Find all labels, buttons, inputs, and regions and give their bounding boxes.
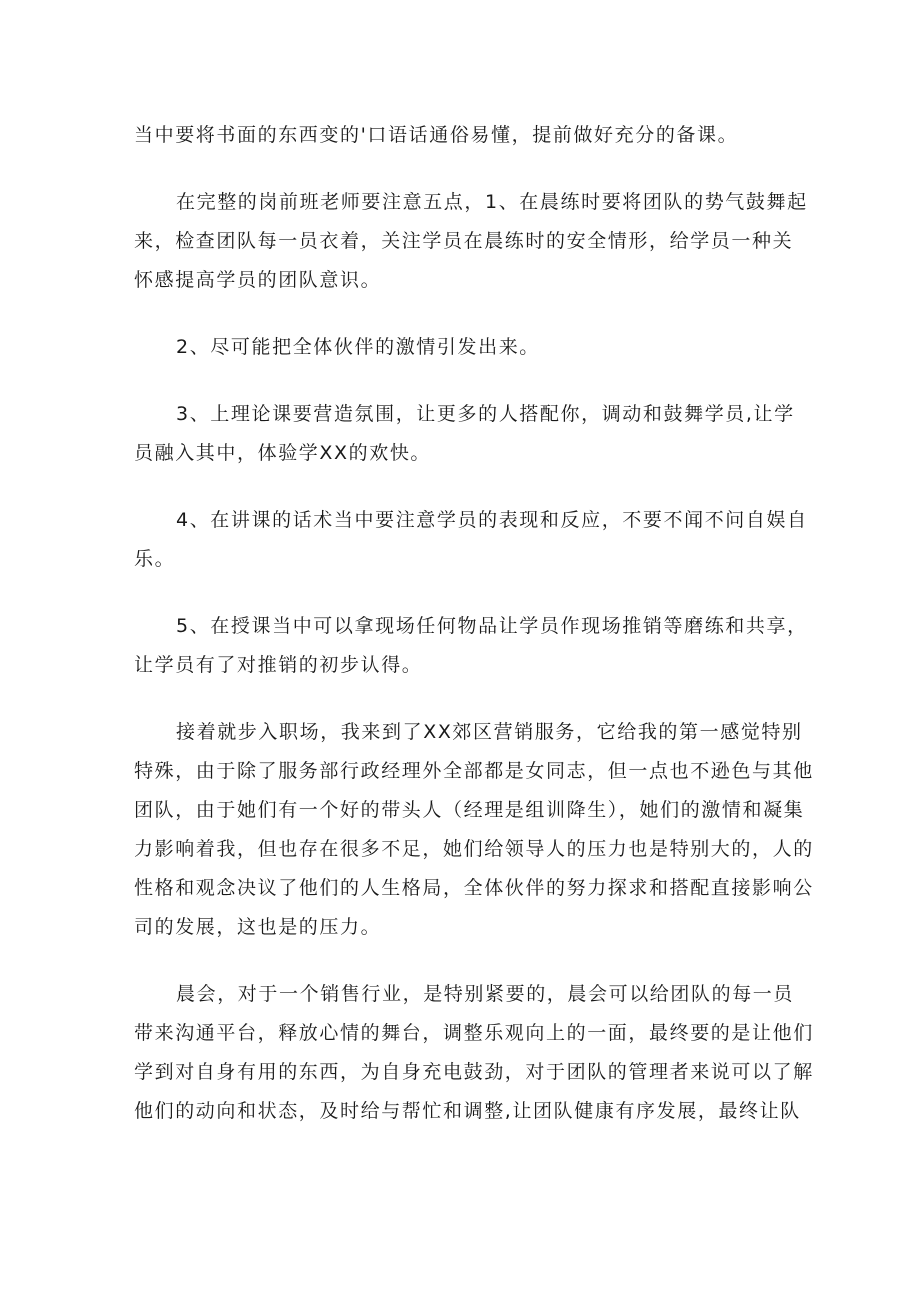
text-line: 特殊，由于除了服务部行政经理外全部都是女同志，但一点也不逊色与其他 — [134, 760, 814, 782]
paragraph-8 — [134, 975, 814, 1131]
document-body — [134, 116, 814, 1131]
text-line: 3、上理论课要营造氛围，让更多的人搭配你，调动和鼓舞学员,让学 — [176, 403, 795, 425]
text-line: 来，检查团队每一员衣着，关注学员在晨练时的安全情形，给学员一种关 — [134, 230, 794, 252]
text-line: 在完整的岗前班老师要注意五点，1、在晨练时要将团队的势气鼓舞起 — [176, 191, 808, 213]
text-line: 接着就步入职场，我来到了XX郊区营销服务，它给我的第一感觉特别 — [176, 721, 803, 743]
paragraph-1 — [134, 116, 796, 155]
paragraph-2 — [134, 183, 808, 300]
text-line: 5、在授课当中可以拿现场任何物品让学员作现场推销等磨练和共享， — [176, 615, 808, 637]
text-line: 性格和观念决议了他们的人生格局，全体伙伴的努力探求和搭配直接影响公 — [134, 877, 814, 899]
text-line: 4、在讲课的话术当中要注意学员的表现和反应，不要不闻不问自娱自 — [176, 509, 808, 531]
text-line: 乐。 — [134, 548, 176, 570]
text-line: 晨会，对于一个销售行业，是特别紧要的，晨会可以给团队的每一员 — [176, 983, 795, 1005]
text-line: 他们的动向和状态，及时给与帮忙和调整,让团队健康有序发展，最终让队 — [134, 1100, 801, 1122]
paragraph-6 — [134, 607, 808, 685]
text-line: 当中要将书面的东西变的'口语话通俗易懂，提前做好充分的备课。 — [134, 124, 739, 146]
text-line: 团队，由于她们有一个好的带头人（经理是组训降生），她们的激情和凝集 — [134, 799, 805, 821]
text-line: 让学员有了对推销的初步认得。 — [134, 654, 423, 676]
text-line: 学到对自身有用的东西，为自身充电鼓劲，对于团队的管理者来说可以了解 — [134, 1061, 814, 1083]
text-line: 力影响着我，但也存在很多不足，她们给领导人的压力也是特别大的，人的 — [134, 838, 814, 860]
paragraph-3 — [134, 328, 796, 367]
text-line: 员融入其中，体验学XX的欢快。 — [134, 442, 432, 464]
text-line: 带来沟通平台，释放心情的舞台，调整乐观向上的一面，最终要的是让他们 — [134, 1022, 814, 1044]
text-line: 怀感提高学员的团队意识。 — [134, 269, 382, 291]
text-line: 司的发展，这也是的压力。 — [134, 916, 382, 938]
paragraph-5 — [134, 501, 808, 579]
paragraph-7 — [134, 713, 814, 947]
text-line: 2、尽可能把全体伙伴的激情引发出来。 — [176, 336, 540, 358]
paragraph-4 — [134, 395, 796, 473]
